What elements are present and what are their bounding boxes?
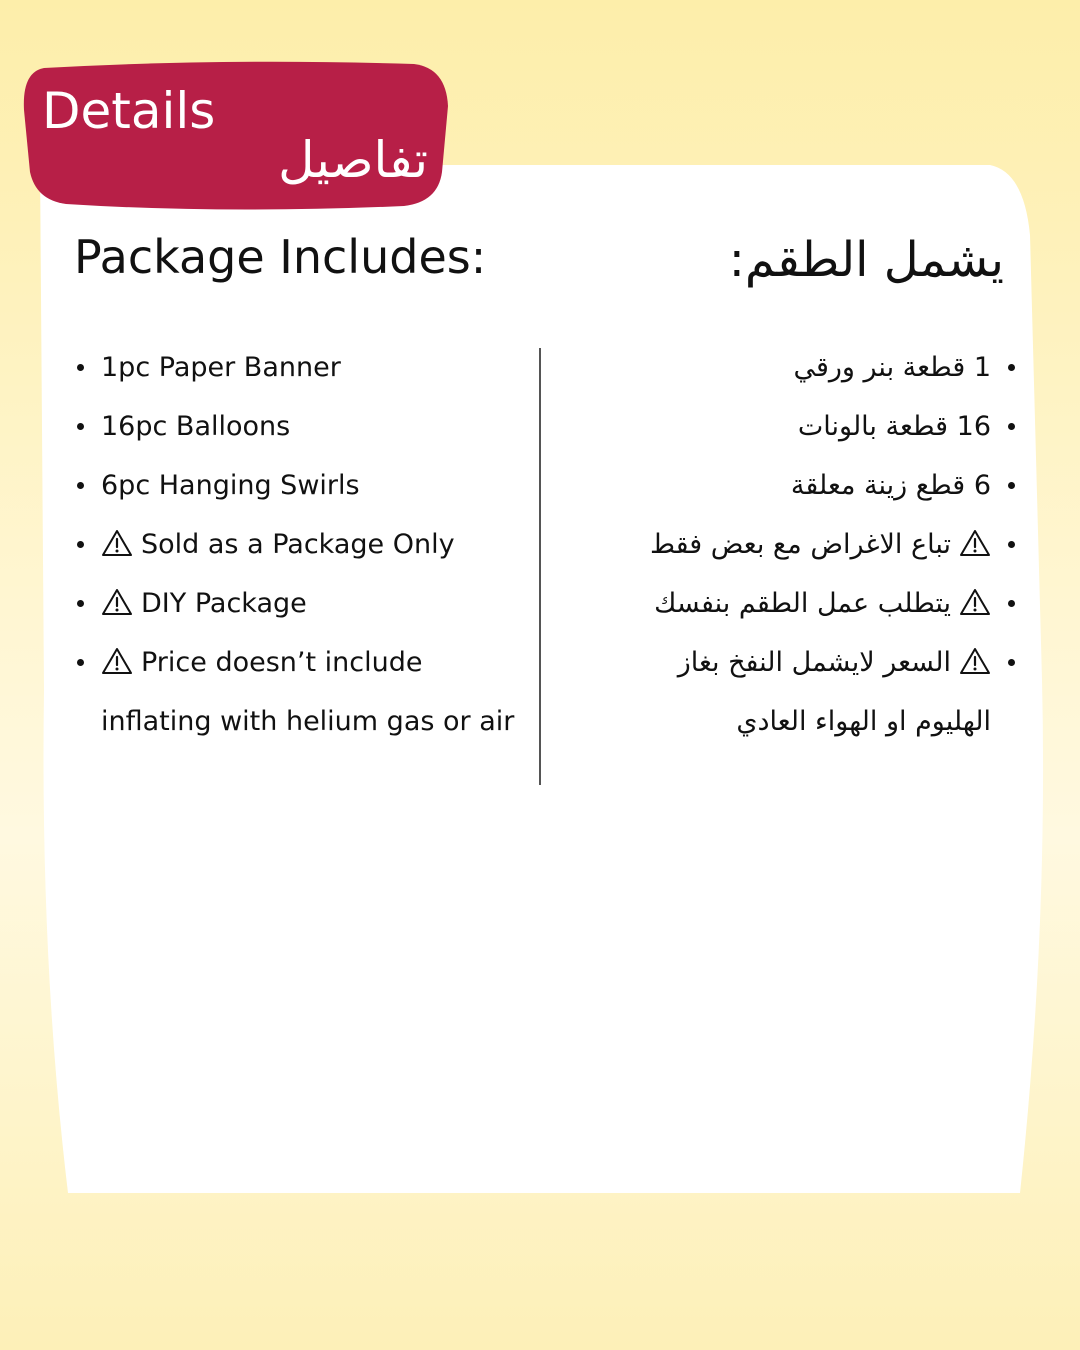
list-item-text: 6 قطع زينة معلقة — [790, 470, 991, 501]
list-item — [548, 574, 1018, 633]
list-item — [548, 338, 1018, 397]
warning-triangle-icon — [959, 529, 991, 557]
warning-triangle-icon — [101, 647, 133, 675]
list-item — [548, 515, 1018, 574]
list-item-continuation — [548, 692, 1018, 751]
list-item-text: Price doesn’t include — [141, 647, 423, 678]
list-item-text: 1 قطعة بنر ورقي — [793, 352, 991, 383]
package-list-ar — [548, 338, 1018, 751]
list-item-text: الهليوم او الهواء العادي — [736, 706, 991, 737]
list-item — [74, 515, 524, 574]
list-item-text: يتطلب عمل الطقم بنفسك — [654, 588, 951, 619]
package-list-en — [74, 338, 524, 751]
column-divider — [539, 348, 541, 785]
list-item — [74, 338, 524, 397]
list-item-text: 16 قطعة بالونات — [797, 411, 991, 442]
list-item — [74, 456, 524, 515]
list-item-text: تباع الاغراض مع بعض فقط — [649, 529, 951, 560]
list-item-text: DIY Package — [141, 588, 307, 619]
package-includes-heading-en: Package Includes: — [74, 230, 487, 284]
package-includes-heading-ar: يشمل الطقم: — [728, 232, 1004, 288]
warning-triangle-icon — [101, 529, 133, 557]
list-item — [548, 456, 1018, 515]
list-item-text: inflating with helium gas or air — [101, 706, 515, 737]
warning-triangle-icon — [959, 588, 991, 616]
list-item-text: 6pc Hanging Swirls — [101, 470, 360, 501]
list-item — [74, 397, 524, 456]
list-item — [74, 633, 524, 692]
list-item-text: 16pc Balloons — [101, 411, 291, 442]
warning-triangle-icon — [959, 647, 991, 675]
list-item-text: السعر لايشمل النفخ بغاز — [677, 647, 951, 678]
list-item-continuation — [74, 692, 524, 751]
list-item — [74, 574, 524, 633]
details-title-en: Details — [42, 82, 216, 140]
list-item — [548, 633, 1018, 692]
warning-triangle-icon — [101, 588, 133, 616]
list-item-text: 1pc Paper Banner — [101, 352, 341, 383]
list-item-text: Sold as a Package Only — [141, 529, 455, 560]
details-title-ar: تفاصيل — [278, 131, 428, 189]
list-item — [548, 397, 1018, 456]
